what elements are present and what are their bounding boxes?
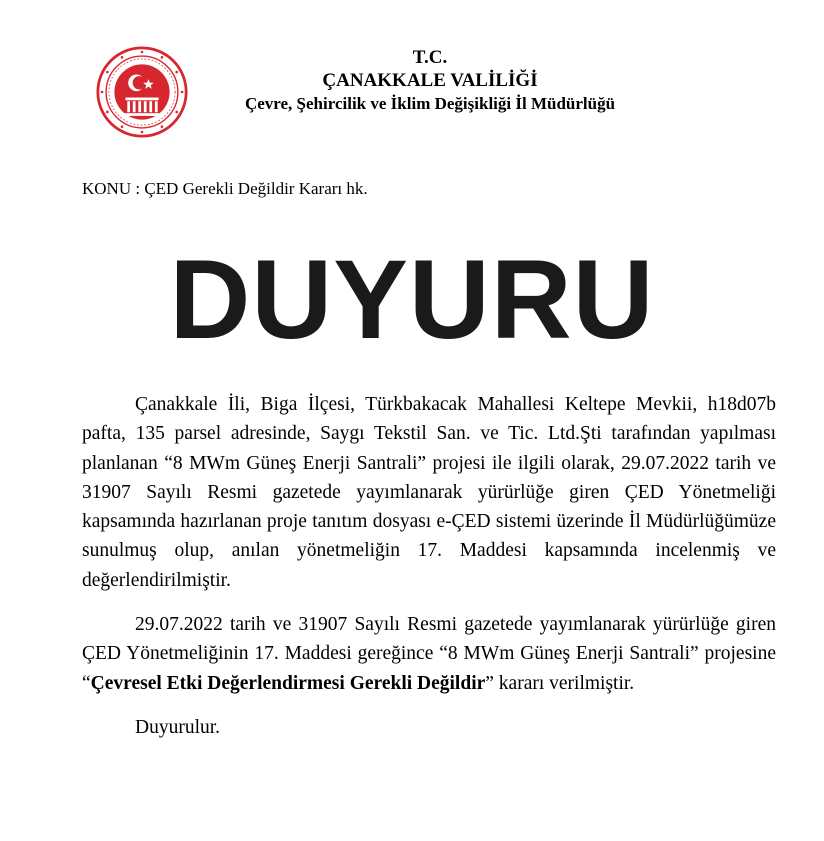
- announcement-title: DUYURU: [169, 237, 655, 362]
- subject-line: KONU : ÇED Gerekli Değildir Kararı hk.: [82, 179, 368, 198]
- letterhead-tc: T.C.: [412, 47, 448, 68]
- closing-line: Duyurulur.: [135, 716, 221, 738]
- ministry-seal-icon: [96, 46, 188, 138]
- decision-text-start: 29.07.2022 tarih ve 31907 Sayılı Resmi gazetede yayımlanarak yürürlüğe giren ÇED Yönetmeliğinin 17. Maddesi gereğince “8 MWm Güneş Enerji Santrali” projesine “: [82, 614, 776, 694]
- decision-text-end: ” kararı verilmiştir.: [485, 672, 635, 694]
- paragraph-project-description: Çanakkale İli, Biga İlçesi, Türkbakacak Mahallesi Keltepe Mevkii, h18d07b pafta, 135 parsel adresinde, Saygı Tekstil San. ve Tic. Ltd.Şti tarafından yapılması planlanan “8 MWm Güneş Enerji Santrali” projesi ile ilgili olarak, 29.07.2022 tarih ve 31907 Sayılı Resmi gazetede yayımlanarak yürürlüğe giren ÇED Yönetmeliği kapsamında hazırlanan proje tanıtım dosyası e-ÇED sistemi üzerinde İl Müdürlüğümüze sunulmuş olup, anılan yönetmeliğin 17. Maddesi kapsamında incelenmiş ve değerlendirilmiştir.: [82, 394, 776, 591]
- letterhead-governorship: ÇANAKKALE VALİLİĞİ: [322, 70, 538, 91]
- decision-bold-text: Çevresel Etki Değerlendirmesi Gerekli Değildir: [90, 672, 486, 694]
- document-body: [82, 390, 776, 742]
- letterhead: [190, 46, 670, 115]
- paragraph-decision: [82, 610, 776, 698]
- letterhead-directorate: Çevre, Şehircilik ve İklim Değişikliği İl Müdürlüğü: [244, 94, 616, 113]
